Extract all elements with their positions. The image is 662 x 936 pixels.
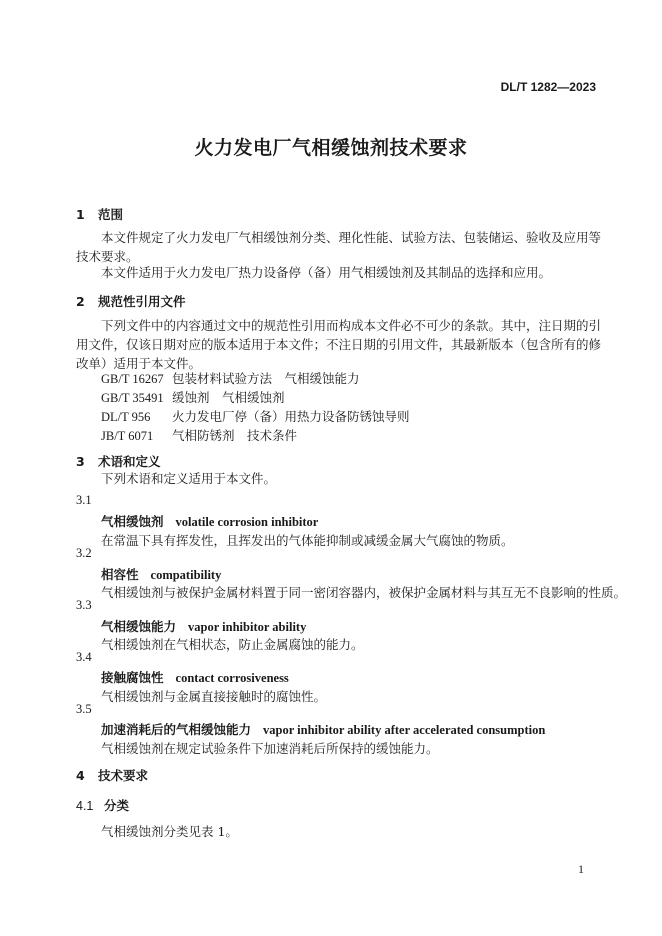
section-title: 术语和定义 [98,454,161,469]
section-1-paragraph-2: 本文件适用于火力发电厂热力设备停（备）用气相缓蚀剂及其制品的选择和应用。 [101,265,552,280]
term-number: 3.5 [76,702,92,716]
term-definition: 气相缓蚀剂与金属直接接触时的腐蚀性。 [101,689,327,704]
section-title: 范围 [98,207,124,222]
term-entry [101,720,545,738]
term-english: compatibility [150,568,222,582]
term-chinese: 相容性 [101,567,139,582]
reference-code: GB/T 35491 [101,391,164,405]
section-number: 2 [76,294,85,309]
section-3-heading [76,452,161,470]
page-number: 1 [578,862,584,876]
section-1-paragraph-1: 本文件规定了火力发电厂气相缓蚀剂分类、理化性能、试验方法、包装储运、验收及应用等技术要求。 [76,230,602,264]
term-english: contact corrosiveness [175,671,289,685]
subsection-number: 4.1 [76,799,94,813]
term-entry [101,668,289,686]
term-entry [101,512,318,530]
term-chinese: 气相缓蚀剂 [101,514,164,529]
section-number: 1 [76,207,85,222]
term-chinese: 接触腐蚀性 [101,670,164,685]
term-definition: 气相缓蚀剂在气相状态，防止金属腐蚀的能力。 [101,637,364,652]
term-chinese: 加速消耗后的气相缓蚀能力 [101,722,252,737]
term-number: 3.1 [76,493,92,507]
term-entry [101,617,306,635]
term-number: 3.2 [76,546,92,560]
section-2-paragraph: 下列文件中的内容通过文中的规范性引用而构成本文件必不可少的条款。其中，注日期的引用文件，仅该日期对应的版本适用于本文件；不注日期的引用文件，其最新版本（包含所有的修改单）适用于本文件。 [76,318,602,371]
standard-code: DL/T 1282—2023 [500,80,596,94]
subsection-4-1-heading [76,796,129,814]
section-1-heading [76,205,123,223]
reference-code: GB/T 16267 [101,372,164,386]
reference-item [101,407,410,425]
term-entry [101,565,221,583]
term-definition: 在常温下具有挥发性，且挥发出的气体能抑制或减缓金属大气腐蚀的物质。 [101,533,514,548]
reference-item [101,369,360,387]
section-3-intro: 下列术语和定义适用于本文件。 [101,471,277,486]
term-definition: 气相缓蚀剂在规定试验条件下加速消耗后所保持的缓蚀能力。 [101,741,439,756]
reference-title: 火力发电厂停（备）用热力设备防锈蚀导则 [172,409,410,424]
term-chinese: 气相缓蚀能力 [101,619,177,634]
subsection-4-1-paragraph: 气相缓蚀剂分类见表 1。 [101,824,238,839]
reference-code: DL/T 956 [101,410,151,424]
section-4-heading [76,766,148,784]
reference-title: 包装材料试验方法 气相缓蚀能力 [172,371,360,386]
term-english: volatile corrosion inhibitor [175,515,319,529]
section-title: 规范性引用文件 [98,294,186,309]
term-number: 3.3 [76,598,92,612]
term-definition: 气相缓蚀剂与被保护金属材料置于同一密闭容器内，被保护金属材料与其互无不良影响的性质。 [101,585,627,600]
section-number: 3 [76,454,85,469]
subsection-title: 分类 [104,798,130,813]
term-english: vapor inhibitor ability after accelerated consumption [263,723,546,737]
term-english: vapor inhibitor ability [188,620,307,634]
section-2-heading [76,292,186,310]
reference-item [101,426,297,444]
reference-title: 缓蚀剂 气相缓蚀剂 [172,390,285,405]
reference-title: 气相防锈剂 技术条件 [172,428,298,443]
term-number: 3.4 [76,650,92,664]
reference-code: JB/T 6071 [101,429,154,443]
document-title: 火力发电厂气相缓蚀剂技术要求 [194,137,468,159]
section-title: 技术要求 [98,768,149,783]
reference-item [101,388,285,406]
section-number: 4 [76,768,85,783]
